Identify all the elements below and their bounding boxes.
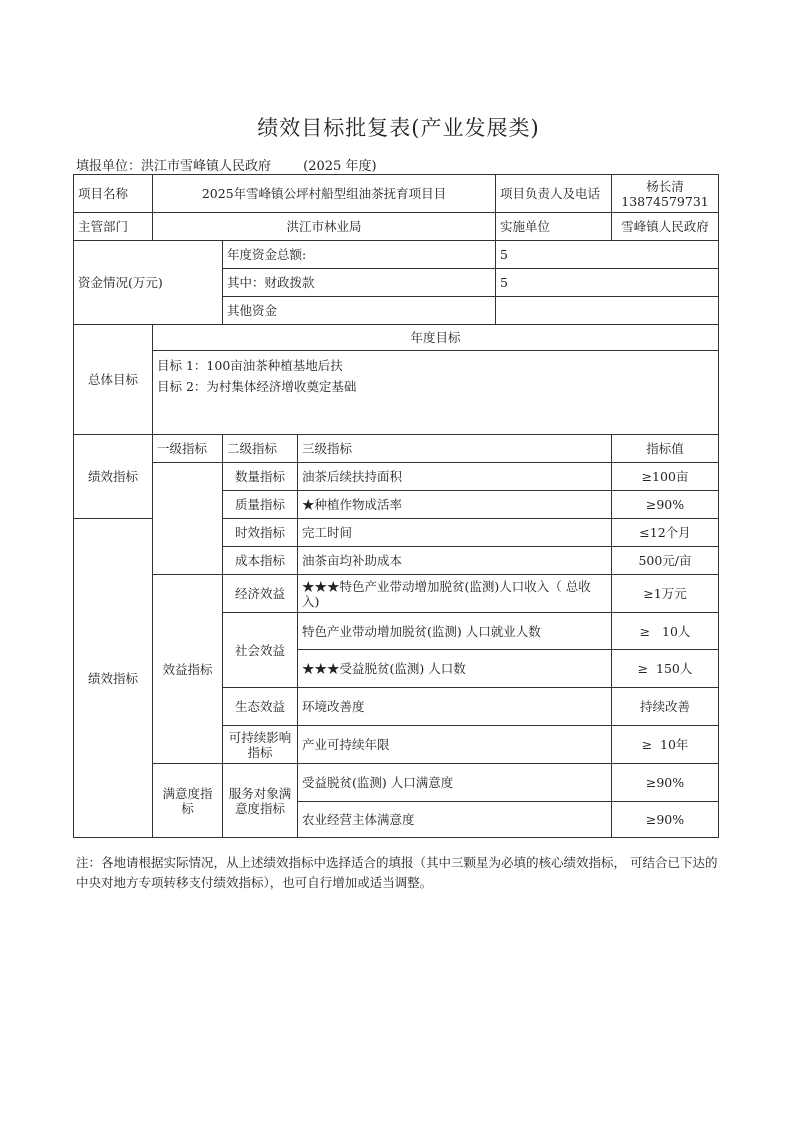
indicator-value: ≥ 10年 [612, 726, 719, 764]
indicator-l3: 油茶后续扶持面积 [298, 463, 612, 491]
performance-table [73, 174, 719, 838]
indicator-value: ≥1万元 [612, 575, 719, 613]
indicator-value: 持续改善 [612, 688, 719, 726]
indicator-l3: 环境改善度 [298, 688, 612, 726]
perf-label-upper: 绩效指标 [74, 435, 153, 519]
indicator-l3: ★种植作物成活率 [298, 491, 612, 519]
goal-2: 目标 2：为村集体经济增收奠定基础 [157, 379, 357, 394]
header-value: 指标值 [612, 435, 719, 463]
indicator-l2: 成本指标 [223, 547, 298, 575]
indicator-l2: 经济效益 [223, 575, 298, 613]
indicator-l3: 特色产业带动增加脱贫(监测) 人口就业人数 [298, 613, 612, 650]
funds-other-label: 其他资金 [223, 297, 496, 325]
contact-info [612, 175, 719, 213]
impl-value: 雪峰镇人民政府 [612, 213, 719, 241]
funds-fiscal-value: 5 [496, 269, 719, 297]
indicator-l3: ★★★特色产业带动增加脱贫(监测)人口收入（ 总收入) [298, 575, 612, 613]
indicator-value: 500元/亩 [612, 547, 719, 575]
perf-label-lower: 绩效指标 [74, 519, 153, 838]
funds-total-value: 5 [496, 241, 719, 269]
goal-1: 目标 1：100亩油茶种植基地后扶 [157, 358, 343, 373]
header-level3: 三级指标 [298, 435, 612, 463]
project-name: 2025年雪峰镇公坪村船型组油茶抚育项目目 [153, 175, 496, 213]
indicator-l2: 时效指标 [223, 519, 298, 547]
indicator-value: ≥ 150人 [612, 650, 719, 688]
overall-goal-label: 总体目标 [74, 325, 153, 435]
annual-goal-header: 年度目标 [153, 325, 719, 351]
indicator-l3: 受益脱贫(监测) 人口满意度 [298, 764, 612, 802]
report-meta [76, 155, 377, 174]
contact-phone: 13874579731 [621, 193, 709, 209]
indicator-value: ≥100亩 [612, 463, 719, 491]
funds-fiscal-label: 其中：财政拨款 [223, 269, 496, 297]
reporting-unit: 填报单位：洪江市雪峰镇人民政府 [76, 159, 272, 174]
indicator-l3: 产业可持续年限 [298, 726, 612, 764]
indicator-l3: 完工时间 [298, 519, 612, 547]
indicator-l2: 生态效益 [223, 688, 298, 726]
indicator-l2: 数量指标 [223, 463, 298, 491]
indicator-value: ≥ 10人 [612, 613, 719, 650]
footnote: 注：各地请根据实际情况，从上述绩效指标中选择适合的填报（其中三颗星为必填的核心绩效指标， 可结合已下达的中央对地方专项转移支付绩效指标），也可自行增加或适当调整。 [76, 855, 718, 890]
funds-total-label: 年度资金总额: [223, 241, 496, 269]
project-name-label: 项目名称 [74, 175, 153, 213]
indicator-value: ≤12个月 [612, 519, 719, 547]
indicator-l2-service: 服务对象满意度指标 [223, 764, 298, 838]
benefit-label: 效益指标 [153, 575, 223, 764]
page-title: 绩效目标批复表(产业发展类) [257, 116, 540, 140]
impl-label: 实施单位 [496, 213, 612, 241]
indicator-value: ≥90% [612, 764, 719, 802]
funds-label: 资金情况(万元) [74, 241, 223, 325]
indicator-l2: 可持续影响指标 [223, 726, 298, 764]
funds-other-value [496, 297, 719, 325]
contact-name: 杨长清 [646, 178, 684, 194]
header-level1: 一级指标 [153, 435, 223, 463]
report-year: (2025 年度) [303, 159, 377, 174]
indicator-l2: 质量指标 [223, 491, 298, 519]
indicator-l2-social: 社会效益 [223, 613, 298, 688]
header-level2: 二级指标 [223, 435, 298, 463]
indicator-l3: 农业经营主体满意度 [298, 802, 612, 838]
annual-goals [153, 351, 719, 435]
level1-empty [153, 463, 223, 575]
dept-value: 洪江市林业局 [153, 213, 496, 241]
satisfaction-label: 满意度指标 [153, 764, 223, 838]
dept-label: 主管部门 [74, 213, 153, 241]
contact-label: 项目负责人及电话 [496, 175, 612, 213]
indicator-l3: ★★★受益脱贫(监测) 人口数 [298, 650, 612, 688]
indicator-l3: 油茶亩均补助成本 [298, 547, 612, 575]
indicator-value: ≥90% [612, 491, 719, 519]
indicator-value: ≥90% [612, 802, 719, 838]
